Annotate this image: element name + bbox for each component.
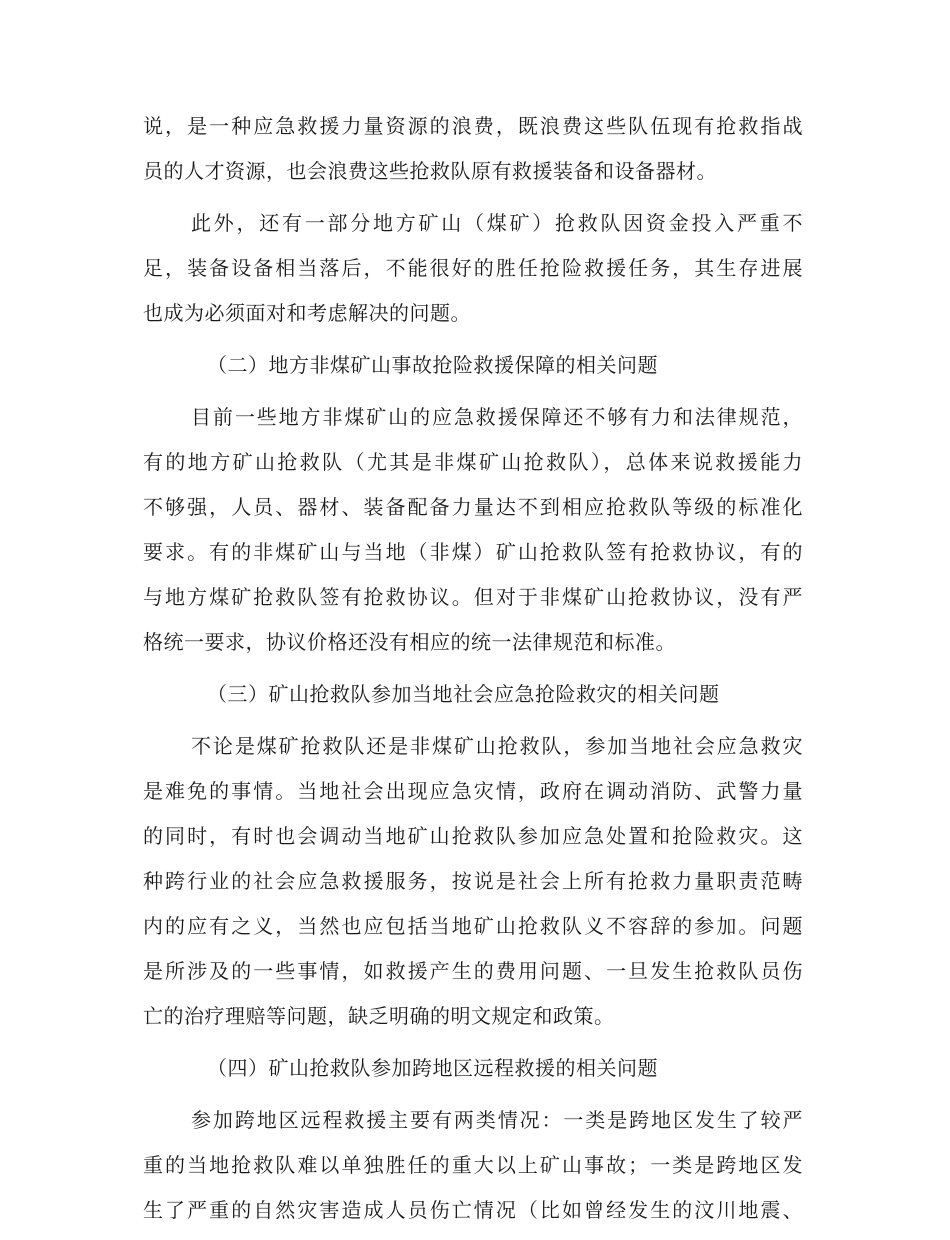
text-line: 是难免的事情。当地社会出现应急灾情，政府在调动消防、武警力量 xyxy=(143,779,803,803)
text-line: 有的地方矿山抢救队（尤其是非煤矿山抢救队），总体来说救援能力 xyxy=(143,450,803,474)
text-line: 与地方煤矿抢救队签有抢救协议。但对于非煤矿山抢救协议，没有严 xyxy=(143,585,803,609)
text-line: 重的当地抢救队难以单独胜任的重大以上矿山事故；一类是跨地区发 xyxy=(143,1153,803,1177)
text-line: 要求。有的非煤矿山与当地（非煤）矿山抢救队签有抢救协议，有的 xyxy=(143,540,803,564)
text-line: 不够强，人员、器材、装备配备力量达不到相应抢救队等级的标准化 xyxy=(143,495,803,519)
text-line: 内的应有之义，当然也应包括当地矿山抢救队义不容辞的参加。问题 xyxy=(143,914,803,938)
paragraph-3 xyxy=(143,395,803,665)
text-line: 参加跨地区远程救援主要有两类情况：一类是跨地区发生了较严 xyxy=(191,1108,803,1132)
paragraph-4 xyxy=(143,724,803,1039)
heading-text: （三）矿山抢救队参加当地社会应急抢险救灾的相关问题 xyxy=(207,682,720,706)
paragraph-1 xyxy=(143,104,803,194)
text-line: 此外，还有一部分地方矿山（煤矿）抢救队因资金投入严重不 xyxy=(191,211,803,235)
text-line: 亡的治疗理赔等问题，缺乏明确的明文规定和政策。 xyxy=(143,1004,615,1028)
section-heading-2 xyxy=(143,343,803,388)
text-line: 员的人才资源，也会浪费这些抢救队原有救援装备和设备器材。 xyxy=(143,159,717,183)
text-line: 足，装备设备相当落后，不能很好的胜任抢险救援任务，其生存进展 xyxy=(143,256,803,280)
text-line: 格统一要求，协议价格还没有相应的统一法律规范和标准。 xyxy=(143,630,676,654)
document-page xyxy=(143,104,803,1240)
text-line: 生了严重的自然灾害造成人员伤亡情况（比如曾经发生的汶川地震、 xyxy=(143,1198,803,1222)
paragraph-2 xyxy=(143,201,803,336)
text-line: 是所涉及的一些事情，如救援产生的费用问题、一旦发生抢救队员伤 xyxy=(143,959,803,983)
paragraph-5 xyxy=(143,1098,803,1233)
text-line: 的同时，有时也会调动当地矿山抢救队参加应急处置和抢险救灾。这 xyxy=(143,824,803,848)
section-heading-3 xyxy=(143,672,803,717)
text-line: 不论是煤矿抢救队还是非煤矿山抢救队，参加当地社会应急救灾 xyxy=(191,734,803,758)
text-line: 目前一些地方非煤矿山的应急救援保障还不够有力和法律规范， xyxy=(191,405,803,429)
section-heading-4 xyxy=(143,1046,803,1091)
text-line: 也成为必须面对和考虑解决的问题。 xyxy=(143,301,471,325)
text-line: 说，是一种应急救援力量资源的浪费，既浪费这些队伍现有抢救指战 xyxy=(143,114,803,138)
heading-text: （二）地方非煤矿山事故抢险救援保障的相关问题 xyxy=(207,353,658,377)
heading-text: （四）矿山抢救队参加跨地区远程救援的相关问题 xyxy=(207,1056,658,1080)
text-line: 种跨行业的社会应急救援服务，按说是社会上所有抢救力量职责范畴 xyxy=(143,869,803,893)
